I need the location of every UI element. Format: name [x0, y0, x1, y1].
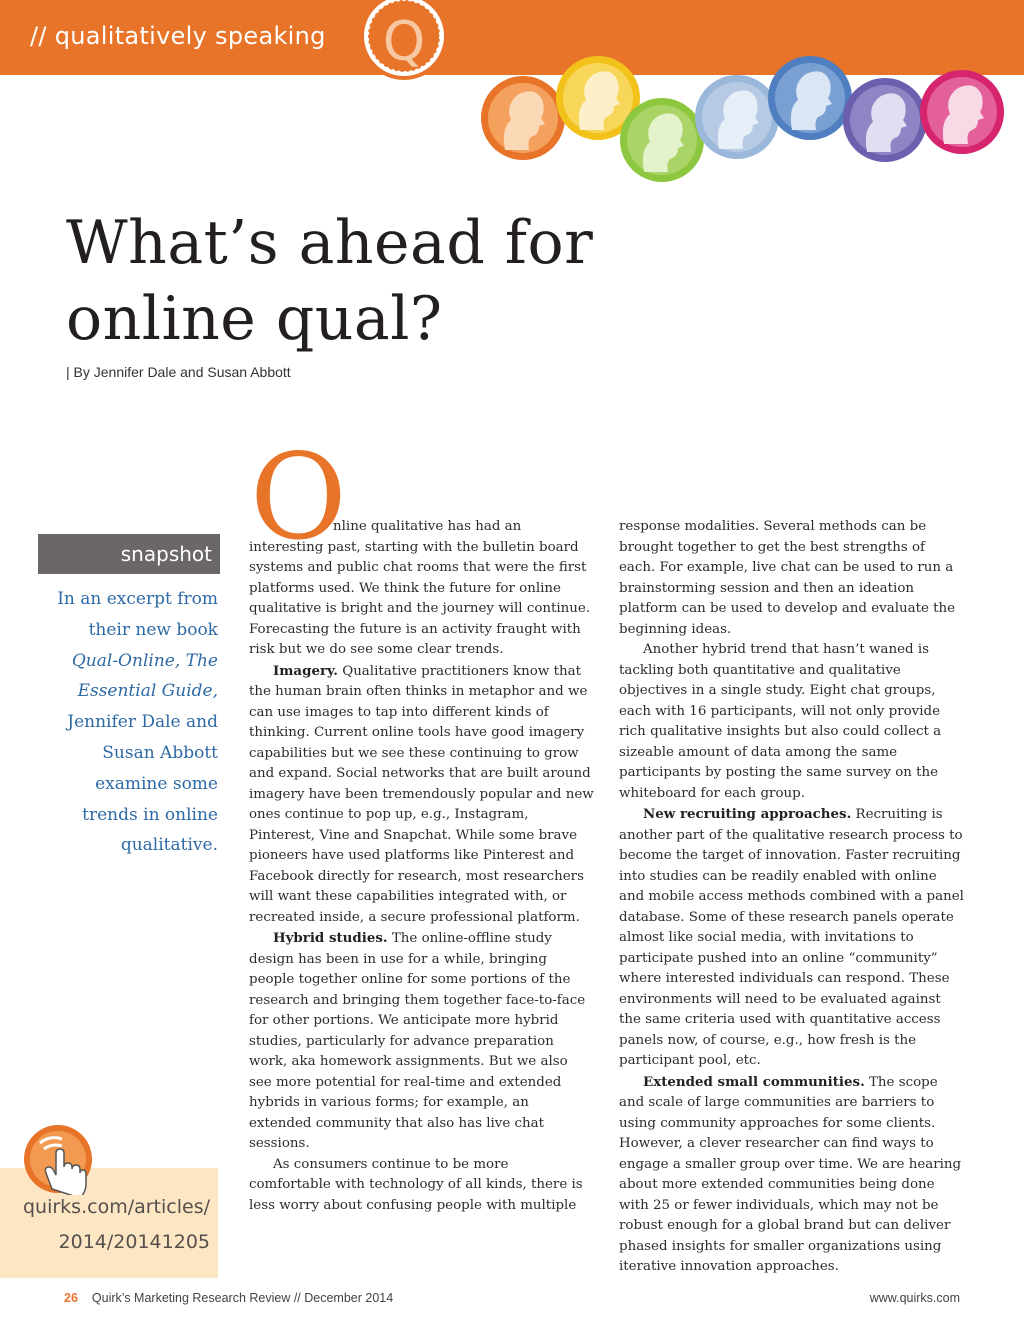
- paragraph-communities: [619, 1072, 964, 1278]
- paragraph-recruiting: [619, 804, 964, 1072]
- paragraph-modalities: response modalities. Several methods can be brought together to get the best strengths of each. For example, live chat can be used to run a brainstorming session and then an ideation platform can be used to develop and evaluate the beginning ideas.: [619, 519, 956, 637]
- heads-illustration-icon: [0, 0, 1024, 200]
- paragraph-hybrid-trend: Another hybrid trend that hasn’t waned is tackling both quantitative and qualitative objectives in a single study. Eight chat groups, each with 16 participants, will not only provide rich qualitative insights but also could collect a sizeable amount of data among the same participants by posting the same survey on the whiteboard for each group.: [619, 642, 942, 801]
- title-line-1: What’s ahead for: [66, 208, 594, 278]
- head-purple-icon: [843, 78, 927, 162]
- head-orange-icon: [481, 76, 565, 160]
- paragraph-recruiting-text: Recruiting is another part of the qualitative research process to become the target of innovation. Faster recruiting into studies can be readily enabled with online and mobile access methods combined with a panel database. Some of these research panels operate almost like social media, with invitations to participate pushed into an online “community” where interested individuals can respond. These environments will need to be evaluated against the same criteria used with quantitative access panels now, of course, e.g., how fresh is the participant pool, etc.: [619, 807, 964, 1068]
- head-pink-icon: [920, 70, 1004, 154]
- subhead-recruiting: New recruiting approaches.: [643, 806, 852, 822]
- section-title: // qualitatively speaking: [30, 22, 326, 50]
- url-line-2: 2014/20141205: [58, 1231, 210, 1253]
- snapshot-text-1: In an excerpt from their new book: [57, 589, 218, 640]
- snapshot-text: [38, 584, 218, 861]
- subhead-hybrid: Hybrid studies.: [273, 930, 388, 946]
- byline: | By Jennifer Dale and Susan Abbott: [66, 364, 291, 380]
- body-column-2: [619, 517, 964, 1278]
- paragraph-intro: nline qualitative has had an interesting past, starting with the bulletin board systems and public chat rooms that were the first platforms used. We think the future for online qualitative is bright and the journey will continue. Forecasting the future is an activity fraught with risk but we do see some clear trends.: [249, 519, 591, 657]
- page-footer: [64, 1291, 960, 1305]
- article-url[interactable]: [0, 1190, 210, 1260]
- body-column-1: [249, 517, 594, 1216]
- paragraph-imagery: [249, 661, 594, 929]
- url-line-1: quirks.com/articles/: [22, 1196, 210, 1218]
- head-green-icon: [620, 98, 704, 182]
- snapshot-text-2: Jennifer Dale and Susan Abbott examine some trends in online qualitative.: [67, 712, 218, 856]
- snapshot-heading: snapshot: [38, 534, 220, 574]
- article-title: [66, 205, 626, 357]
- page-number: 26: [64, 1291, 78, 1305]
- website-link[interactable]: www.quirks.com: [869, 1291, 960, 1305]
- head-blue-icon: [768, 56, 852, 140]
- paragraph-consumers: As consumers continue to be more comfortable with technology of all kinds, there is less worry about confusing people with multiple: [249, 1156, 583, 1213]
- book-title: Qual-Online, The Essential Guide,: [71, 650, 218, 702]
- badge-letter: Q: [382, 10, 426, 73]
- paragraph-hybrid: [249, 928, 594, 1155]
- subhead-communities: Extended small communities.: [643, 1073, 865, 1090]
- subhead-imagery: Imagery.: [273, 662, 338, 679]
- paragraph-hybrid-text: The online-offline study design has been in use for a while, bringing people together online for some portions of the research and bringing them together face-to-face for other portions. We anticipate more hybrid studies, particularly for advance preparation work, aka homework assignments. But we also see more potential for real-time and extended hybrids in various forms; for example, an extended community that also has live chat sessions.: [249, 931, 586, 1151]
- hand-pointer-icon: [22, 1123, 94, 1195]
- drop-cap: O: [250, 428, 347, 566]
- head-lightblue-icon: [695, 75, 779, 159]
- paragraph-imagery-text: Qualitative practitioners know that the human brain often thinks in metaphor and we can use images to tap into different kinds of thinking. Current online tools have good imagery capabilities but we see these continuing to grow and expand. Social networks that are built around imagery have been tremendously popular and new ones continue to pop up, e.g., Instagram, Pinterest, Vine and Snapchat. While some brave pioneers have used platforms like Pinterest and Facebook directly for research, most researchers will want these capabilities integrated with, or recreated inside, a secure professional platform.: [249, 663, 594, 925]
- paragraph-communities-text: The scope and scale of large communities are barriers to using community approaches for some clients. However, a clever researcher can find ways to engage a smaller group over time. We are hearing about more extended communities being done with 25 or fewer individuals, which may not be robust enough for a global brand but can deliver phased insights for smaller organizations using iterative innovation approaches.: [619, 1074, 962, 1274]
- title-line-2: online qual?: [66, 284, 443, 354]
- publication-info: Quirk’s Marketing Research Review // December 2014: [91, 1291, 394, 1305]
